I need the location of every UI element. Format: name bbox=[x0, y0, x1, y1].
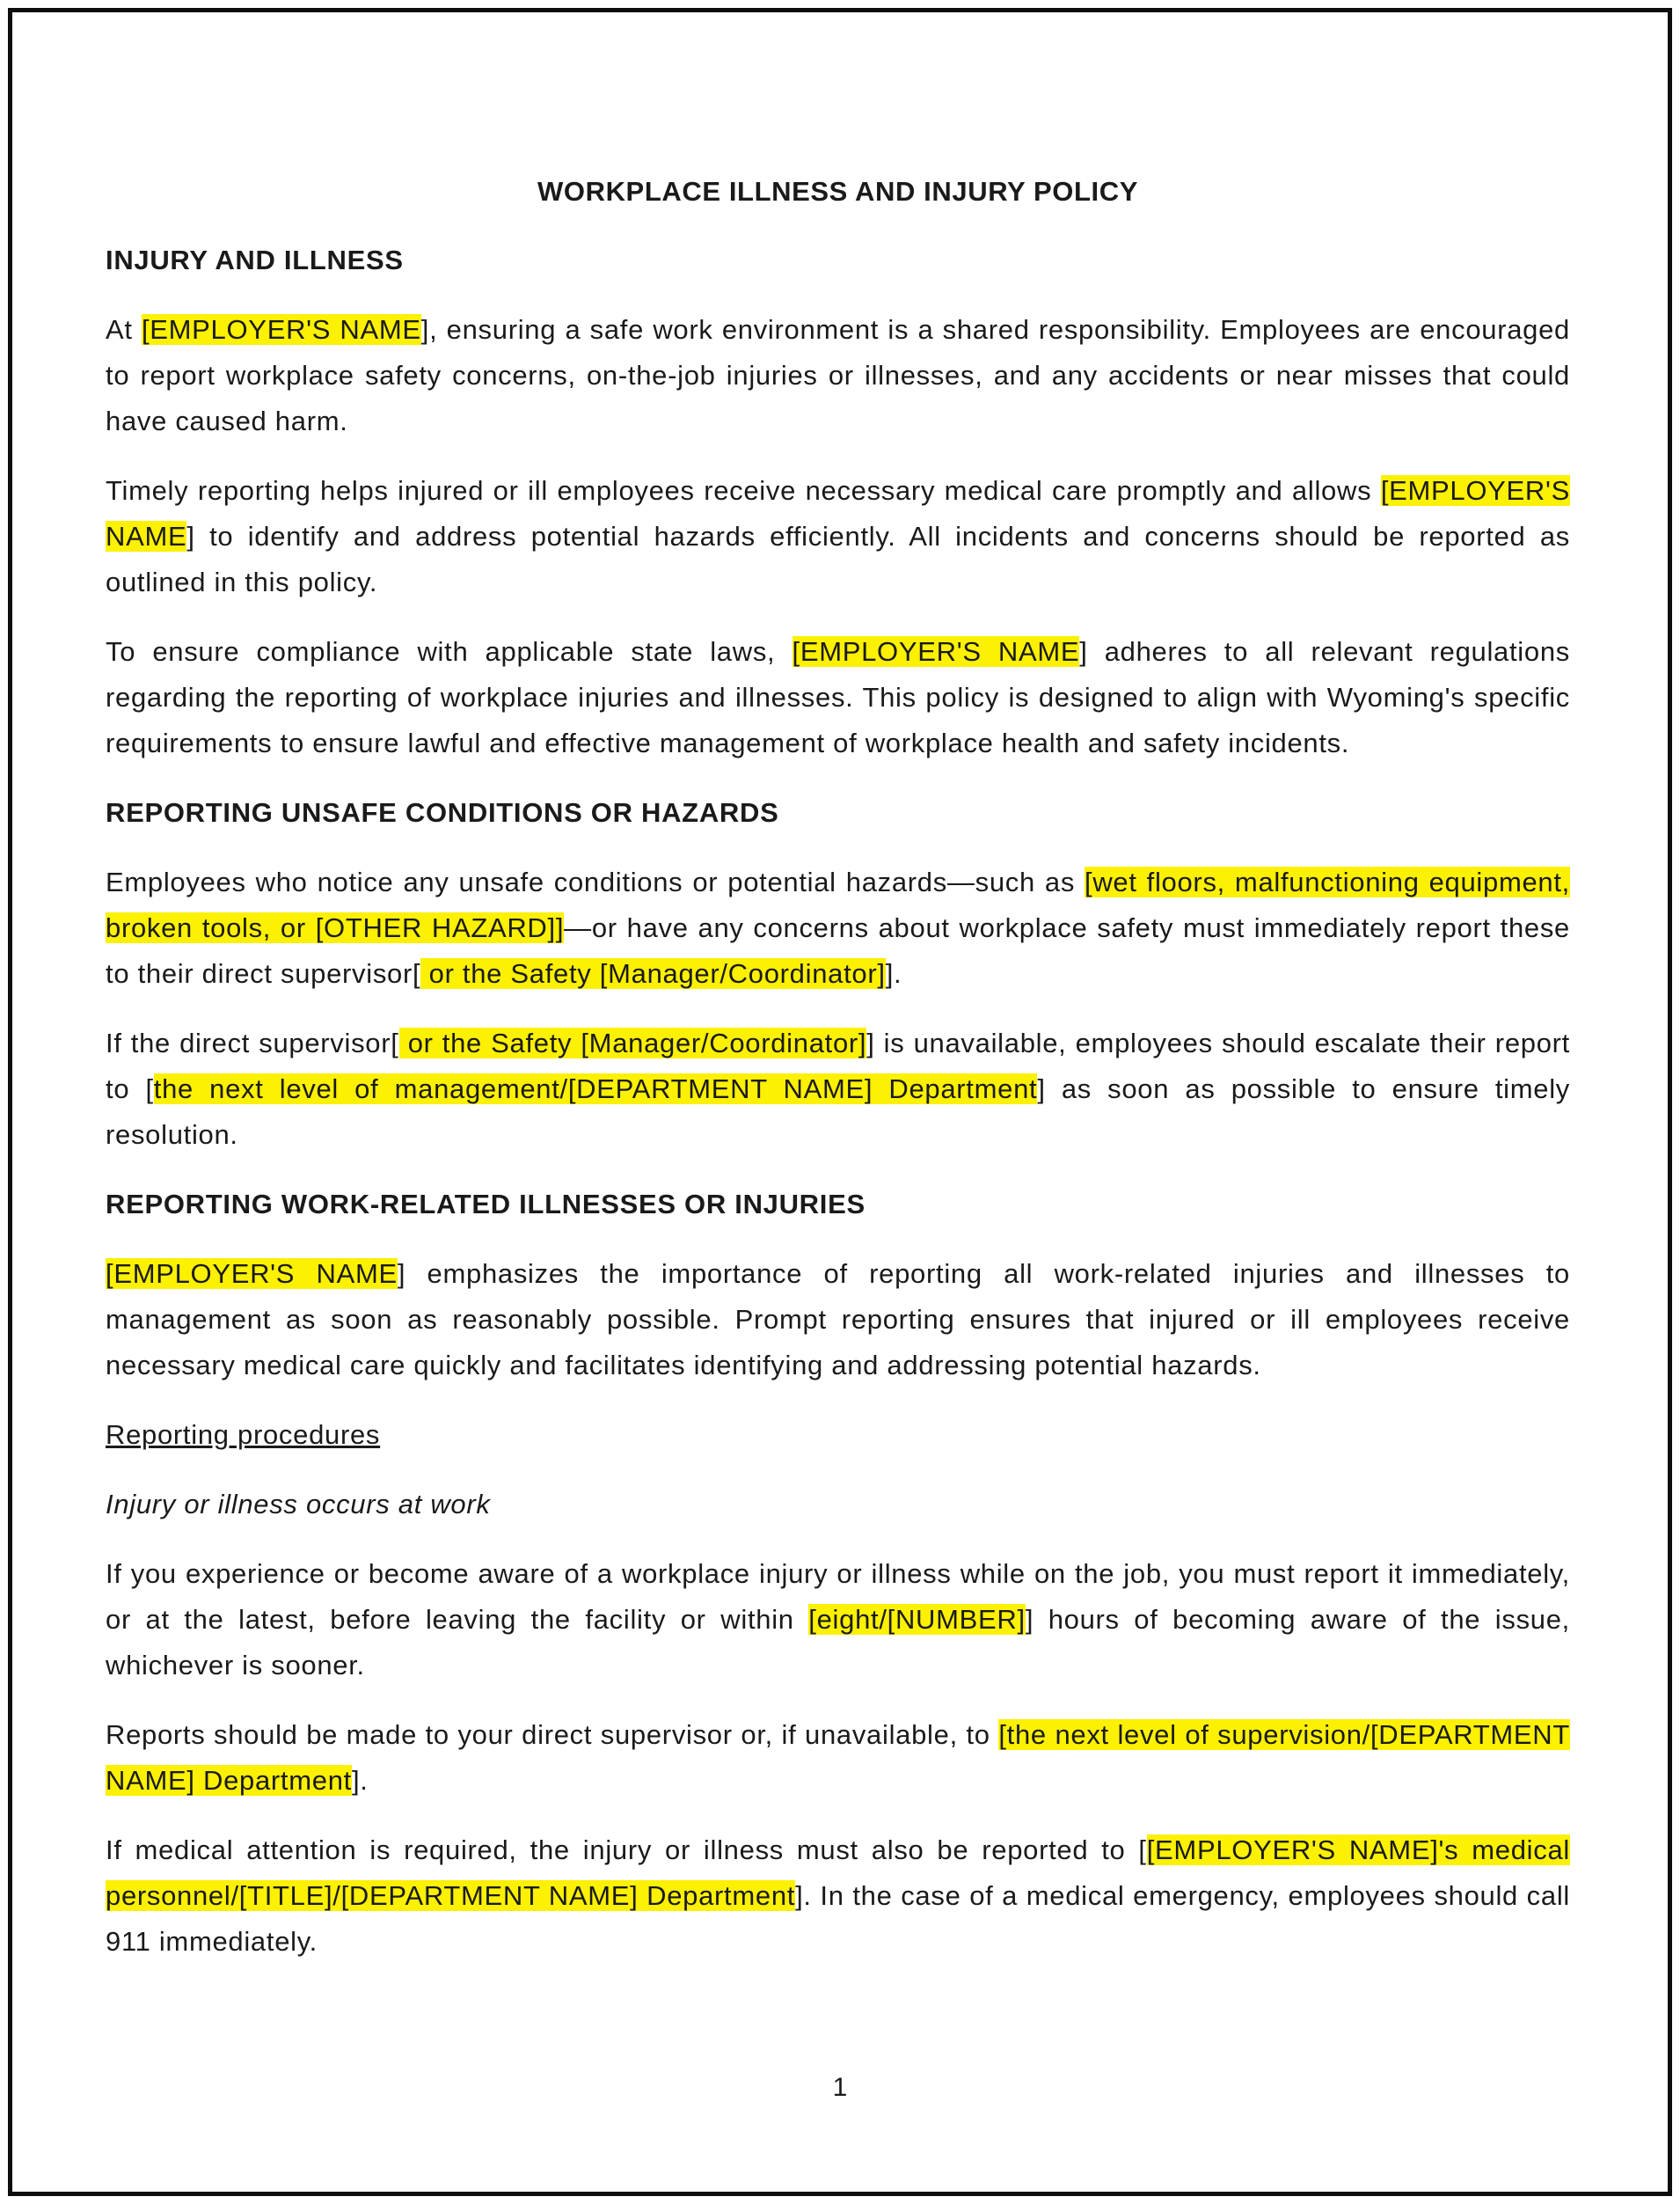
sub-heading-injury-occurs-at-work bbox=[106, 1482, 1570, 1527]
text-run: REPORTING UNSAFE CONDITIONS OR HAZARDS bbox=[106, 797, 779, 828]
text-run: ] emphasizes the importance of reporting all work-related injuries and illnesses to management as soon as reasonably possible. Prompt reporting ensures that injured or ill employees receive necessary medical care quickly and facilitates identifying and addressing potential hazards. bbox=[106, 1258, 1570, 1380]
paragraph-medical-attention bbox=[106, 1827, 1570, 1965]
highlighted-placeholder: [EMPLOYER'S NAME bbox=[106, 475, 1570, 552]
section-heading-injury-and-illness bbox=[106, 238, 1570, 283]
highlighted-placeholder: [wet floors, malfunctioning equipment, broken tools, or [OTHER HAZARD]] bbox=[106, 867, 1570, 943]
paragraph-unsafe-conditions bbox=[106, 860, 1570, 997]
text-run: INJURY AND ILLNESS bbox=[106, 245, 404, 275]
text-run: Reporting procedures bbox=[106, 1419, 381, 1450]
paragraph-supervisor-unavailable bbox=[106, 1021, 1570, 1158]
highlighted-placeholder: [eight/[NUMBER] bbox=[808, 1604, 1026, 1635]
page-number: 1 bbox=[832, 2073, 848, 2102]
text-run: ], ensuring a safe work environment is a shared responsibility. Employees are encouraged to report workplace safety concerns, on-the-job injuries or illnesses, and any accidents or near misses that could have caused harm. bbox=[106, 314, 1570, 436]
highlighted-placeholder: or the Safety [Manager/Coordinator] bbox=[398, 1028, 867, 1058]
paragraph-state-compliance bbox=[106, 629, 1570, 766]
text-run: To ensure compliance with applicable state laws, bbox=[106, 636, 793, 667]
paragraph-shared-responsibility bbox=[106, 307, 1570, 444]
text-run: If the direct supervisor[ bbox=[106, 1028, 399, 1058]
highlighted-placeholder: [EMPLOYER'S NAME]'s medical personnel/[TITLE]/[DEPARTMENT NAME] Department bbox=[106, 1834, 1570, 1911]
text-run: ] hours of becoming aware of the issue, whichever is sooner. bbox=[106, 1604, 1570, 1680]
text-run: At bbox=[106, 314, 142, 345]
text-run: REPORTING WORK-RELATED ILLNESSES OR INJURIES bbox=[106, 1189, 866, 1219]
text-run: Timely reporting helps injured or ill employees receive necessary medical care promptly and allows bbox=[106, 475, 1381, 506]
section-heading-work-related-illnesses bbox=[106, 1182, 1570, 1227]
highlighted-placeholder: [the next level of supervision/[DEPARTMENT NAME] Department bbox=[106, 1719, 1570, 1796]
text-run: ] is unavailable, employees should escalate their report to [ bbox=[106, 1028, 1570, 1104]
highlighted-placeholder: [EMPLOYER'S NAME bbox=[106, 1258, 398, 1289]
highlighted-placeholder: [EMPLOYER'S NAME bbox=[792, 636, 1080, 667]
text-run: Injury or illness occurs at work bbox=[106, 1489, 491, 1519]
highlighted-placeholder: or the Safety [Manager/Coordinator] bbox=[420, 958, 886, 989]
highlighted-placeholder: the next level of management/[DEPARTMENT NAME] Department bbox=[153, 1073, 1038, 1104]
text-run: ] to identify and address potential hazards efficiently. All incidents and concerns should be reported as outlined in this policy. bbox=[106, 521, 1570, 597]
text-run: If medical attention is required, the injury or illness must also be reported to [ bbox=[106, 1834, 1147, 1865]
text-run: ] adheres to all relevant regulations regarding the reporting of workplace injuries and illnesses. This policy is designed to align with Wyoming's specific requirements to ensure lawful and effective management of workplace health and safety incidents. bbox=[106, 636, 1570, 758]
section-heading-unsafe-conditions bbox=[106, 790, 1570, 836]
paragraph-reports-to-supervisor bbox=[106, 1712, 1570, 1804]
text-run: Employees who notice any unsafe conditions or potential hazards—such as bbox=[106, 867, 1085, 897]
document-body bbox=[106, 169, 1570, 1988]
document-title: WORKPLACE ILLNESS AND INJURY POLICY bbox=[537, 176, 1138, 207]
paragraph-prompt-reporting bbox=[106, 1251, 1570, 1388]
text-run: ] as soon as possible to ensure timely resolution. bbox=[106, 1073, 1570, 1150]
text-run: —or have any concerns about workplace safety must immediately report these to their direct supervisor[ bbox=[106, 912, 1571, 989]
sub-heading-reporting-procedures bbox=[106, 1412, 1570, 1458]
text-run: Reports should be made to your direct supervisor or, if unavailable, to bbox=[106, 1719, 999, 1750]
text-run: ]. bbox=[351, 1765, 369, 1796]
paragraph-timely-reporting bbox=[106, 468, 1570, 605]
paragraph-report-immediately bbox=[106, 1551, 1570, 1688]
text-run: If you experience or become aware of a workplace injury or illness while on the job, you must report it immediately, or at the latest, before leaving the facility or within bbox=[106, 1558, 1570, 1635]
text-run: ]. bbox=[885, 958, 902, 989]
text-run: ]. In the case of a medical emergency, employees should call 911 immediately. bbox=[106, 1880, 1570, 1957]
highlighted-placeholder: [EMPLOYER'S NAME bbox=[141, 314, 421, 345]
